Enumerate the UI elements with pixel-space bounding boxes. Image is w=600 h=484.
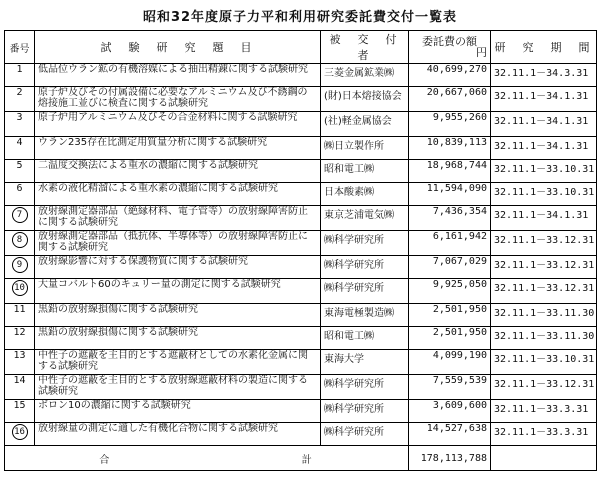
row-period: 32.11.1－34.1.31	[491, 87, 597, 112]
table-row	[5, 375, 597, 400]
row-period: 32.11.1－34.1.31	[491, 206, 597, 231]
total-label-left: 合	[99, 454, 112, 466]
row-period: 32.11.1－33.12.31	[491, 231, 597, 256]
table-row	[5, 231, 597, 256]
header-amount-unit: 円	[476, 46, 487, 59]
table-row	[5, 279, 597, 304]
row-amount: 2,501,950	[409, 304, 491, 327]
row-subject: 中性子の遮蔽を主目的とする遮蔽材としての水素化金属に関する試験研究	[35, 350, 321, 375]
table-row	[5, 112, 597, 137]
row-contractor: ㈱科学研究所	[321, 423, 409, 446]
table-row	[5, 206, 597, 231]
row-subject: 大量コバルト60のキュリー量の測定に関する試験研究	[35, 279, 321, 304]
row-period: 32.11.1－33.12.31	[491, 256, 597, 279]
row-contractor: ㈱科学研究所	[321, 400, 409, 423]
total-period-empty	[491, 446, 597, 471]
row-contractor: 三菱金属鉱業㈱	[321, 64, 409, 87]
row-amount: 7,436,354	[409, 206, 491, 231]
header-amount-label: 委託費の額	[422, 35, 477, 48]
row-contractor: (社)軽金属協会	[321, 112, 409, 137]
row-number: 5	[5, 160, 35, 183]
row-number: 15	[5, 400, 35, 423]
header-subject: 試 験 研 究 題 目	[35, 31, 321, 64]
row-amount: 4,099,190	[409, 350, 491, 375]
row-amount: 7,559,539	[409, 375, 491, 400]
row-number: 11	[5, 304, 35, 327]
row-subject: ボロン10の濃縮に関する試験研究	[35, 400, 321, 423]
row-number: 13	[5, 350, 35, 375]
row-number: 12	[5, 327, 35, 350]
row-period: 32.11.1－34.3.31	[491, 64, 597, 87]
row-contractor: 昭和電工㈱	[321, 160, 409, 183]
row-subject: 黒鉛の放射線損傷に関する試験研究	[35, 327, 321, 350]
row-number: 4	[5, 137, 35, 160]
header-row	[5, 31, 597, 64]
total-label	[5, 446, 409, 471]
circled-number: 9	[12, 257, 28, 273]
table-row	[5, 423, 597, 446]
row-contractor: ㈱日立製作所	[321, 137, 409, 160]
row-contractor: 東京芝浦電気㈱	[321, 206, 409, 231]
row-amount: 2,501,950	[409, 327, 491, 350]
circled-number: 10	[12, 280, 28, 296]
row-subject: 水素の液化精溜による重水素の濃縮に関する試験研究	[35, 183, 321, 206]
row-amount: 14,527,638	[409, 423, 491, 446]
table-body	[5, 64, 597, 446]
total-label-right: 計	[301, 454, 314, 466]
row-number: 6	[5, 183, 35, 206]
row-amount: 9,925,050	[409, 279, 491, 304]
row-period: 32.11.1－33.11.30	[491, 327, 597, 350]
row-number	[5, 231, 35, 256]
row-subject: 放射線測定器部品（抵抗体、半導体等）の放射線障害防止に関する試験研究	[35, 231, 321, 256]
row-contractor: ㈱科学研究所	[321, 256, 409, 279]
row-subject: 二温度交換法による重水の濃縮に関する試験研究	[35, 160, 321, 183]
row-contractor: 日本酸素㈱	[321, 183, 409, 206]
grant-table	[4, 30, 597, 471]
row-contractor: 東海大学	[321, 350, 409, 375]
row-number	[5, 279, 35, 304]
row-amount: 18,968,744	[409, 160, 491, 183]
row-number: 1	[5, 64, 35, 87]
row-amount: 20,667,060	[409, 87, 491, 112]
table-row	[5, 87, 597, 112]
table-row	[5, 137, 597, 160]
row-period: 32.11.1－33.10.31	[491, 183, 597, 206]
row-amount: 6,161,942	[409, 231, 491, 256]
row-amount: 7,067,029	[409, 256, 491, 279]
row-period: 32.11.1－33.12.31	[491, 279, 597, 304]
table-row	[5, 256, 597, 279]
page-title: 昭和32年度原子力平和利用研究委託費交付一覧表	[142, 10, 458, 25]
row-subject: 低品位ウラン鉱の有機溶媒による抽出精錬に関する試験研究	[35, 64, 321, 87]
row-amount: 11,594,090	[409, 183, 491, 206]
table-row	[5, 64, 597, 87]
row-number	[5, 423, 35, 446]
row-number: 2	[5, 87, 35, 112]
row-subject: 中性子の遮蔽を主目的とする放射線遮蔽材料の製造に関する試験研究	[35, 375, 321, 400]
circled-number: 8	[12, 232, 28, 248]
table-row	[5, 400, 597, 423]
row-subject: ウラン235存在比測定用質量分析に関する試験研究	[35, 137, 321, 160]
row-subject: 原子炉用アルミニウム及びその合金材料に関する試験研究	[35, 112, 321, 137]
circled-number: 7	[12, 207, 28, 223]
row-number: 3	[5, 112, 35, 137]
row-period: 32.11.1－34.1.31	[491, 137, 597, 160]
row-subject: 放射線影響に対する保護物質に関する試験研究	[35, 256, 321, 279]
row-period: 32.11.1－33.3.31	[491, 400, 597, 423]
table-row	[5, 327, 597, 350]
row-period: 32.11.1－33.10.31	[491, 350, 597, 375]
row-period: 32.11.1－33.11.30	[491, 304, 597, 327]
header-period: 研 究 期 間	[491, 31, 597, 64]
row-subject: 黒鉛の放射線損傷に関する試験研究	[35, 304, 321, 327]
row-subject: 放射線測定器部品（絶縁材料、電子管等）の放射線障害防止に関する試験研究	[35, 206, 321, 231]
row-amount: 10,839,113	[409, 137, 491, 160]
row-contractor: 東海電極製造㈱	[321, 304, 409, 327]
table-row	[5, 350, 597, 375]
row-amount: 9,955,260	[409, 112, 491, 137]
row-number	[5, 256, 35, 279]
row-period: 32.11.1－33.12.31	[491, 375, 597, 400]
header-no: 番号	[5, 31, 35, 64]
row-contractor: ㈱科学研究所	[321, 279, 409, 304]
row-subject: 放射線量の測定に適した有機化合物に関する試験研究	[35, 423, 321, 446]
header-amount	[409, 31, 491, 64]
row-period: 32.11.1－33.3.31	[491, 423, 597, 446]
row-amount: 40,699,270	[409, 64, 491, 87]
row-subject: 原子炉及びその付属設備に必要なアルミニウム及び不銹鋼の熔接施工並びに検査に関する試験研究	[35, 87, 321, 112]
total-amount: 178,113,788	[409, 446, 491, 471]
row-period: 32.11.1－34.1.31	[491, 112, 597, 137]
table-row	[5, 160, 597, 183]
row-contractor: ㈱科学研究所	[321, 375, 409, 400]
row-period: 32.11.1－33.10.31	[491, 160, 597, 183]
row-contractor: (財)日本熔接協会	[321, 87, 409, 112]
row-number	[5, 206, 35, 231]
row-amount: 3,609,600	[409, 400, 491, 423]
header-contractor: 被 交 付 者	[321, 31, 409, 64]
total-row	[5, 446, 597, 471]
row-number: 14	[5, 375, 35, 400]
table-row	[5, 304, 597, 327]
circled-number: 16	[12, 424, 28, 440]
row-contractor: ㈱科学研究所	[321, 231, 409, 256]
table-row	[5, 183, 597, 206]
row-contractor: 昭和電工㈱	[321, 327, 409, 350]
